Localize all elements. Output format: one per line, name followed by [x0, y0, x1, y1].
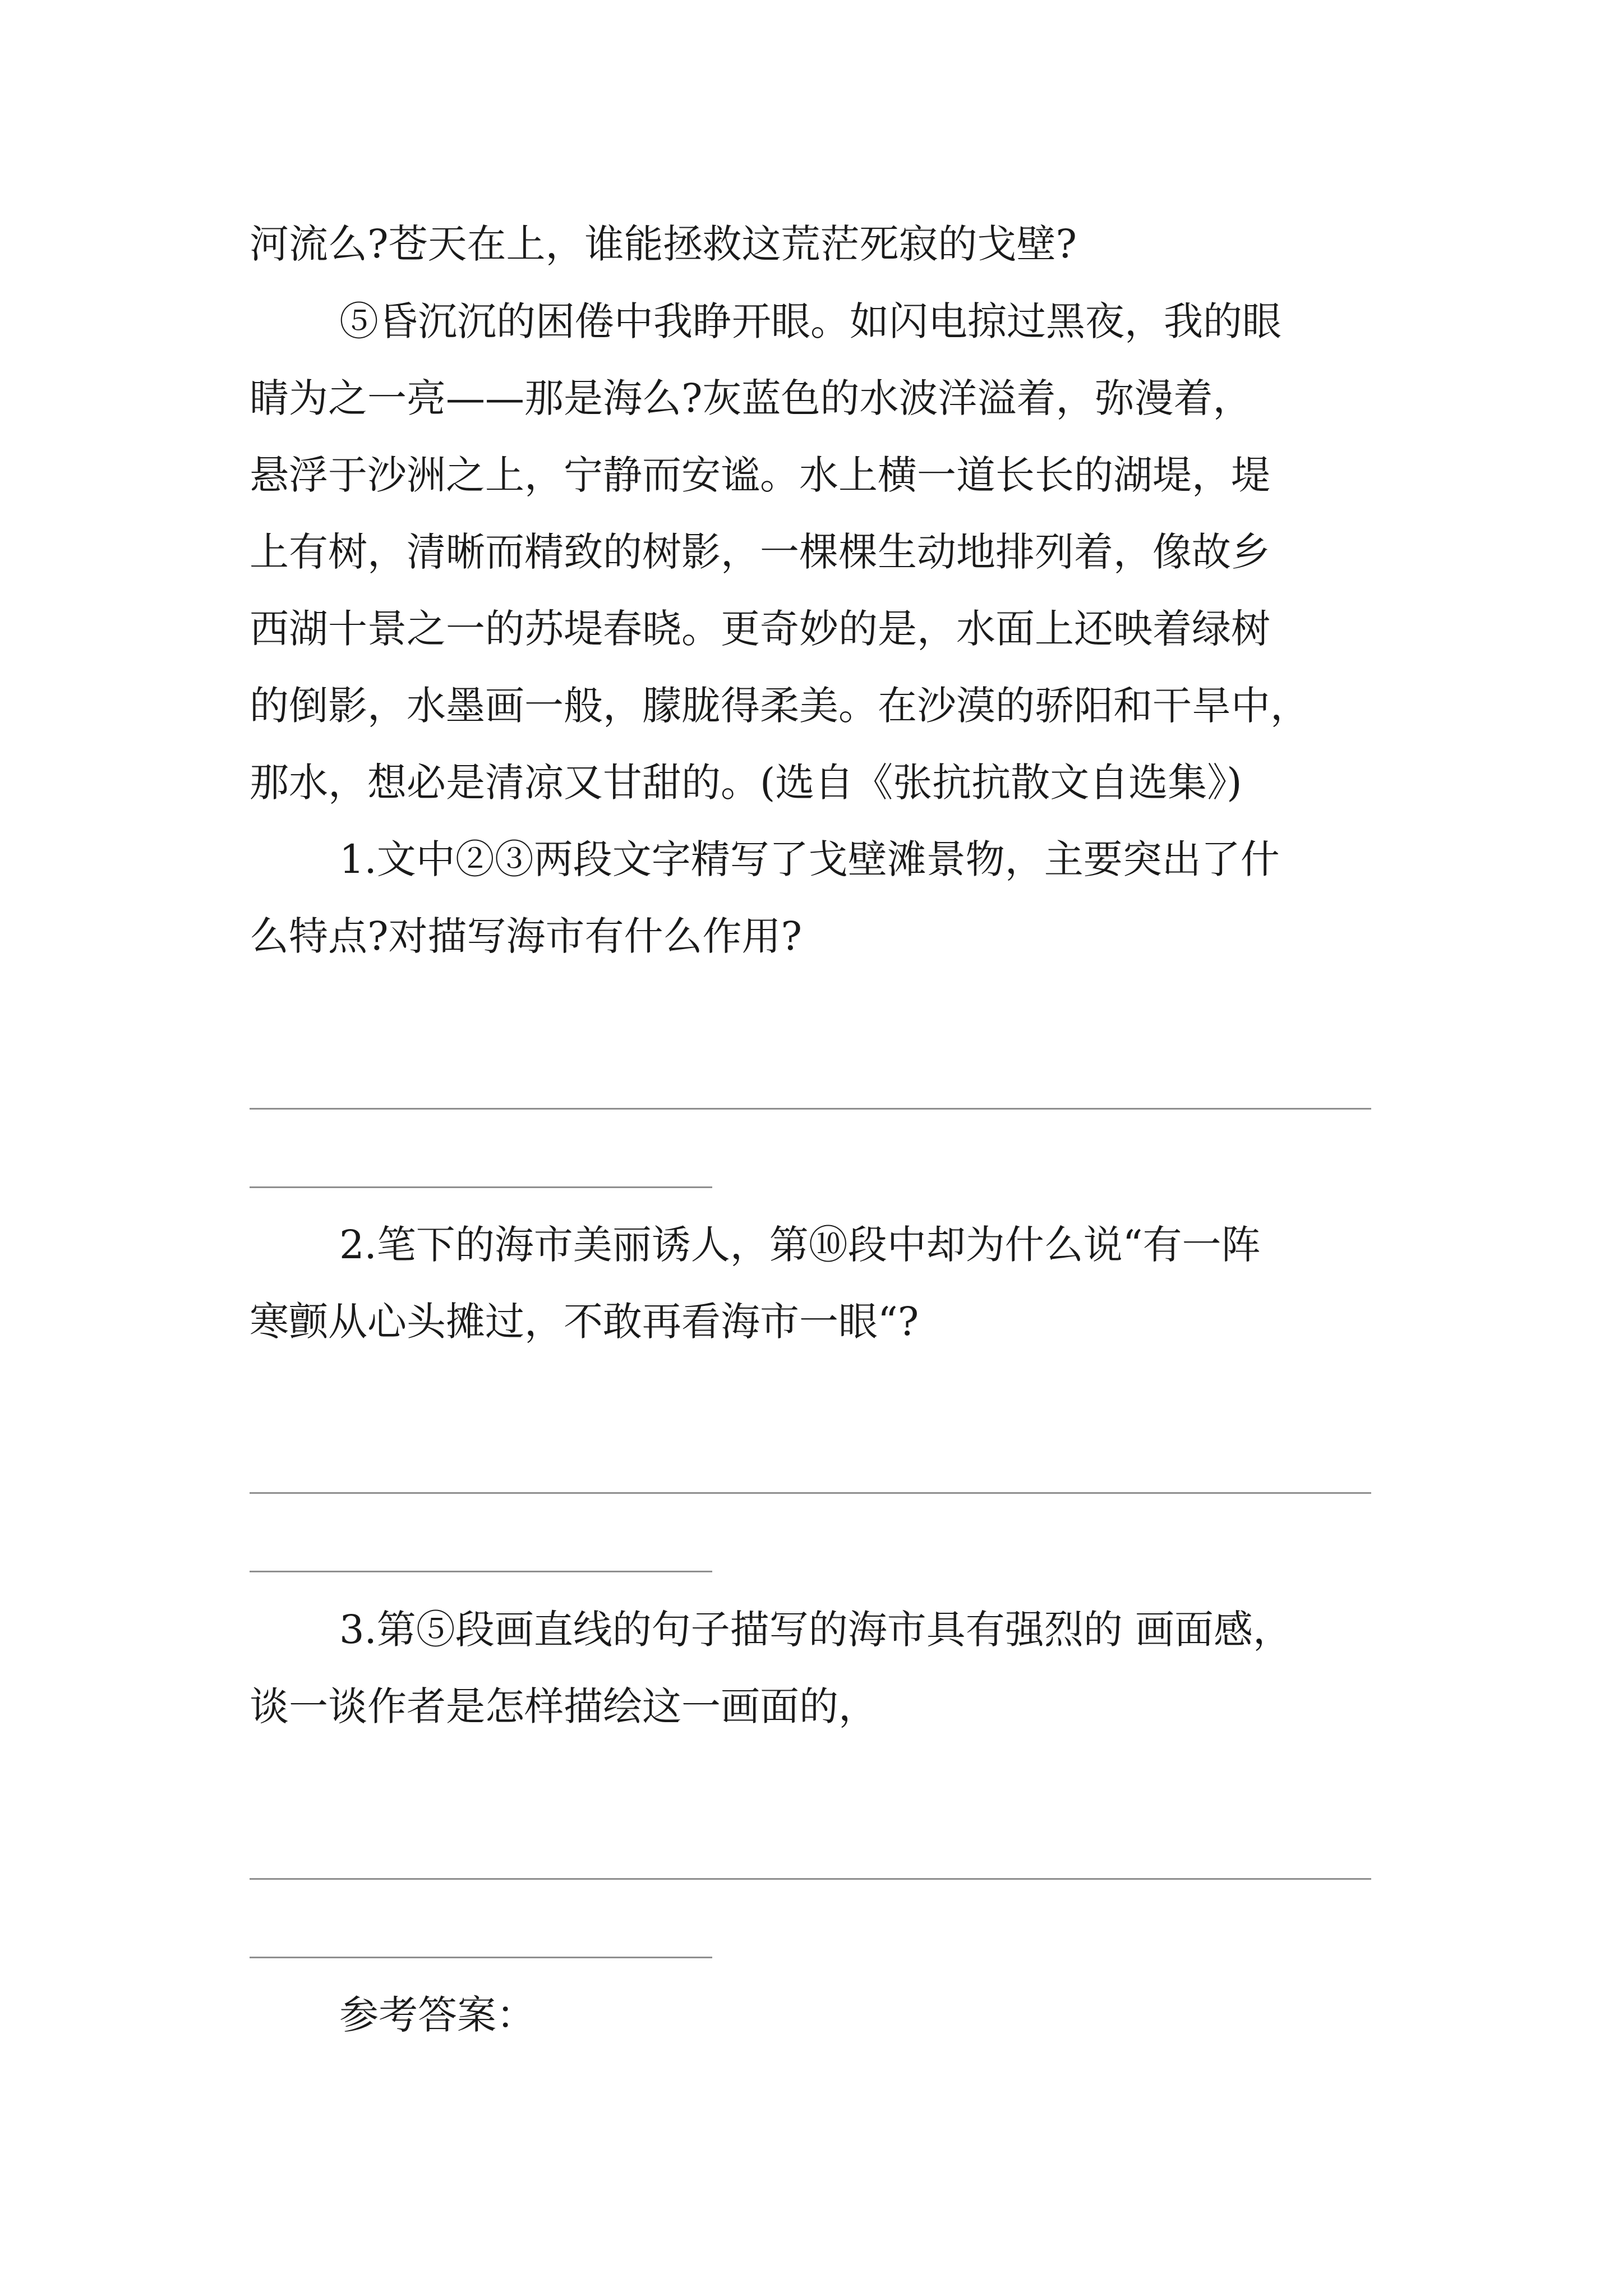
question-2-text: 2.笔下的海市美丽诱人，第⑩段中却为什么说“有一阵: [339, 1222, 1261, 1268]
question-1-text: 么特点?对描写海市有什么作用?: [250, 913, 803, 959]
paragraph-5-line: 西湖十景之一的苏堤春晓。更奇妙的是，水面上还映着绿树: [250, 606, 1270, 652]
answer-line: [250, 1186, 712, 1188]
question-2-text: 寒颤从心头摊过，不敢再看海市一眼“?: [250, 1299, 919, 1345]
passage-line: 河流么?苍天在上，谁能拯救这荒茫死寂的戈壁?: [250, 221, 1077, 267]
paragraph-5-line: 的倒影，水墨画一般，朦胧得柔美。在沙漠的骄阳和干旱中，: [250, 683, 1310, 729]
answer-line: [250, 1571, 712, 1572]
answer-line: [250, 1492, 1371, 1494]
answer-line: [250, 1878, 1371, 1880]
paragraph-5-line: 睛为之一亮——那是海么?灰蓝色的水波洋溢着，弥漫着，: [250, 375, 1252, 421]
answer-line: [250, 1957, 712, 1958]
answer-heading: 参考答案：: [339, 1992, 536, 2038]
question-3-text: 3.第⑤段画直线的句子描写的海市具有强烈的 画面感，: [339, 1607, 1293, 1653]
paragraph-5-line: 那水，想必是清凉又甘甜的。(选自《张抗抗散文自选集》): [250, 760, 1242, 806]
paragraph-5-line: ⑤昏沉沉的困倦中我睁开眼。如闪电掠过黑夜，我的眼: [339, 298, 1281, 344]
paragraph-5-line: 上有树，清晰而精致的树影，一棵棵生动地排列着，像故乡: [250, 529, 1270, 575]
paragraph-5-line: 悬浮于沙洲之上，宁静而安谧。水上横一道长长的湖堤，堤: [250, 452, 1270, 498]
answer-line: [250, 1108, 1371, 1110]
question-3-text: 谈一谈作者是怎样描绘这一画面的，: [250, 1683, 878, 1729]
question-1-text: 1.文中②③两段文字精写了戈壁滩景物，主要突出了什: [339, 836, 1280, 882]
